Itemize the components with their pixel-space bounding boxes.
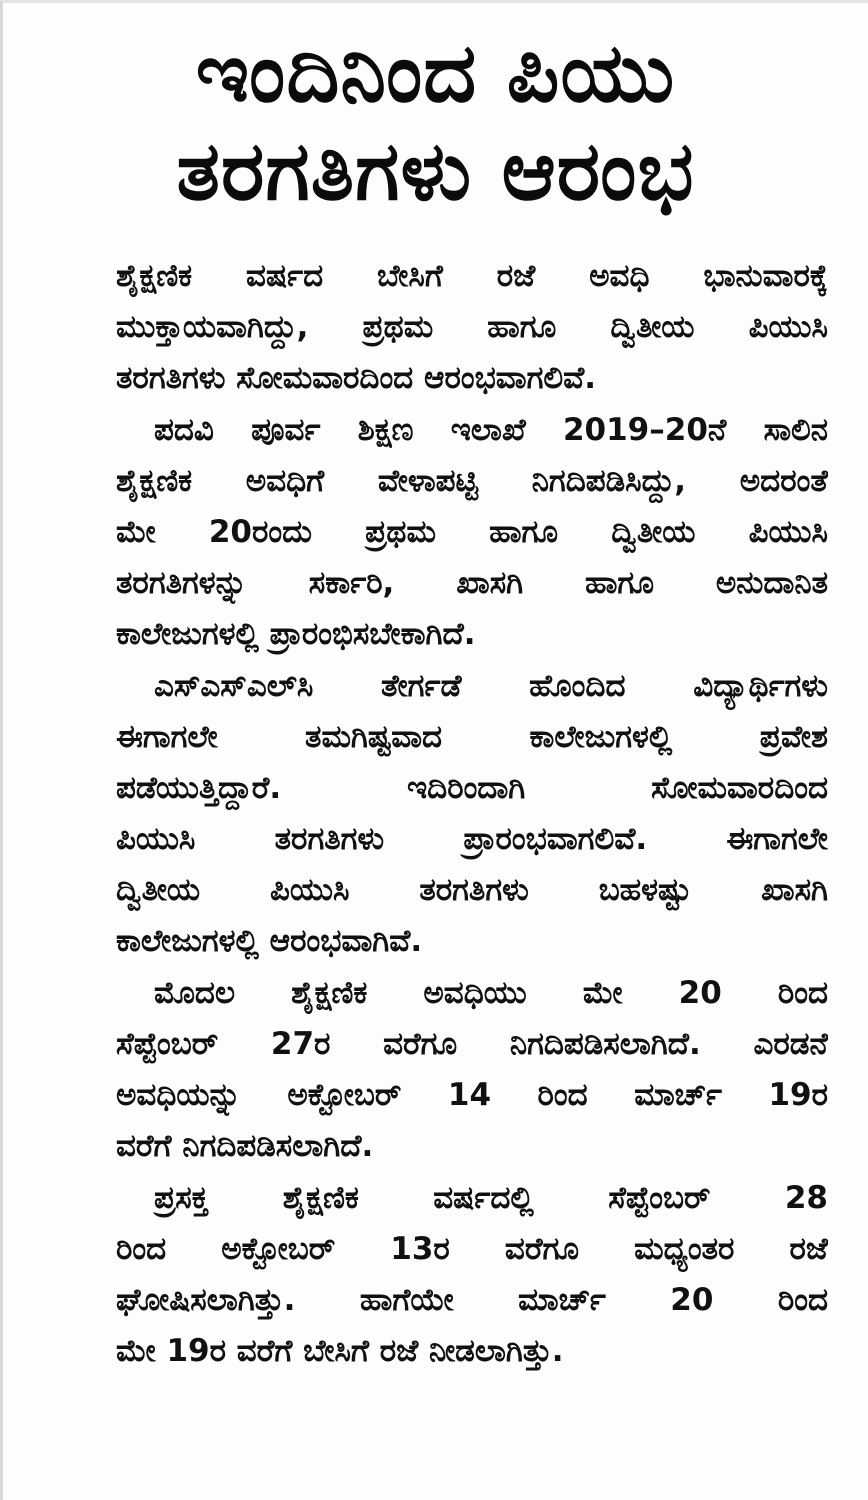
text-line: ರಿಂದ ಅಕ್ಟೋಬರ್ 13ರ ವರೆಗೂ ಮಧ್ಯಂತರ ರಜೆ	[116, 1231, 828, 1267]
text-line: ಮೇ 20ರಂದು ಪ್ರಥಮ ಹಾಗೂ ದ್ವಿತೀಯ ಪಿಯುಸಿ	[116, 514, 828, 550]
text-line: ಮುಕ್ತಾಯವಾಗಿದ್ದು, ಪ್ರಥಮ ಹಾಗೂ ದ್ವಿತೀಯ ಪಿಯುಸಿ	[116, 309, 828, 345]
text-line: ಮೇ 19ರ ವರೆಗೆ ಬೇಸಿಗೆ ರಜೆ ನೀಡಲಾಗಿತ್ತು.	[116, 1333, 564, 1369]
text-line: ಸೆಪ್ಟೆಂಬರ್ 27ರ ವರೆಗೂ ನಿಗದಿಪಡಿಸಲಾಗಿದೆ. ಎರಡನೆ	[116, 1026, 828, 1062]
paragraph-1	[116, 251, 828, 404]
text-line: ಮೊದಲ ಶೈಕ್ಷಣಿಕ ಅವಧಿಯು ಮೇ 20 ರಿಂದ	[154, 975, 828, 1011]
article-body	[116, 251, 828, 1378]
text-line: ಪಡೆಯುತ್ತಿದ್ದಾರೆ. ಇದಿರಿಂದಾಗಿ ಸೋಮವಾರದಿಂದ	[116, 770, 828, 806]
paragraph-2	[116, 405, 828, 660]
text-line: ಶೈಕ್ಷಣಿಕ ವರ್ಷದ ಬೇಸಿಗೆ ರಜೆ ಅವಧಿ ಭಾನುವಾರಕ್ಕೆ	[116, 258, 828, 294]
text-line: ತರಗತಿಗಳು ಸೋಮವಾರದಿಂದ ಆರಂಭವಾಗಲಿವೆ.	[116, 360, 597, 396]
headline-line-2: ತರಗತಿಗಳು ಆರಂಭ	[176, 124, 695, 219]
text-line: ಪಿಯುಸಿ ತರಗತಿಗಳು ಪ್ರಾರಂಭವಾಗಲಿವೆ. ಈಗಾಗಲೇ	[116, 821, 828, 857]
text-line: ದ್ವಿತೀಯ ಪಿಯುಸಿ ತರಗತಿಗಳು ಬಹಳಷ್ಟು ಖಾಸಗಿ	[116, 872, 828, 908]
text-line: ಈಗಾಗಲೇ ತಮಗಿಷ್ಟವಾದ ಕಾಲೇಜುಗಳಲ್ಲಿ ಪ್ರವೇಶ	[116, 719, 828, 755]
text-line: ವರೆಗೆ ನಿಗದಿಪಡಿಸಲಾಗಿದೆ.	[116, 1128, 374, 1164]
paragraph-5	[116, 1173, 828, 1377]
text-line: ಅವಧಿಯನ್ನು ಅಕ್ಟೋಬರ್ 14 ರಿಂದ ಮಾರ್ಚ್ 19ರ	[116, 1077, 828, 1113]
text-line: ಘೋಷಿಸಲಾಗಿತ್ತು. ಹಾಗೆಯೇ ಮಾರ್ಚ್ 20 ರಿಂದ	[116, 1282, 828, 1318]
text-line: ಪ್ರಸಕ್ತ ಶೈಕ್ಷಣಿಕ ವರ್ಷದಲ್ಲಿ ಸೆಪ್ಟೆಂಬರ್ 28	[154, 1180, 828, 1216]
headline	[23, 25, 848, 221]
text-line: ಕಾಲೇಜುಗಳಲ್ಲಿ ಪ್ರಾರಂಭಿಸಬೇಕಾಗಿದೆ.	[116, 616, 476, 652]
text-line: ತರಗತಿಗಳನ್ನು ಸರ್ಕಾರಿ, ಖಾಸಗಿ ಹಾಗೂ ಅನುದಾನಿತ	[116, 565, 828, 601]
paragraph-3	[116, 661, 828, 967]
paragraph-4	[116, 968, 828, 1172]
headline-line-1: ಇಂದಿನಿಂದ ಪಿಯು	[195, 26, 676, 121]
text-line: ಕಾಲೇಜುಗಳಲ್ಲಿ ಆರಂಭವಾಗಿವೆ.	[116, 923, 423, 959]
text-line: ಪದವಿ ಪೂರ್ವ ಶಿಕ್ಷಣ ಇಲಾಖೆ 2019–20ನೆ ಸಾಲಿನ	[154, 412, 828, 448]
text-line: ಎಸ್ಎಸ್ಎಲ್‌ಸಿ ತೇರ್ಗಡೆ ಹೊಂದಿದ ವಿದ್ಯಾರ್ಥಿಗಳು	[154, 668, 828, 704]
text-line: ಶೈಕ್ಷಣಿಕ ಅವಧಿಗೆ ವೇಳಾಪಟ್ಟಿ ನಿಗದಿಪಡಿಸಿದ್ದು, ಅದರಂತೆ	[116, 463, 828, 499]
